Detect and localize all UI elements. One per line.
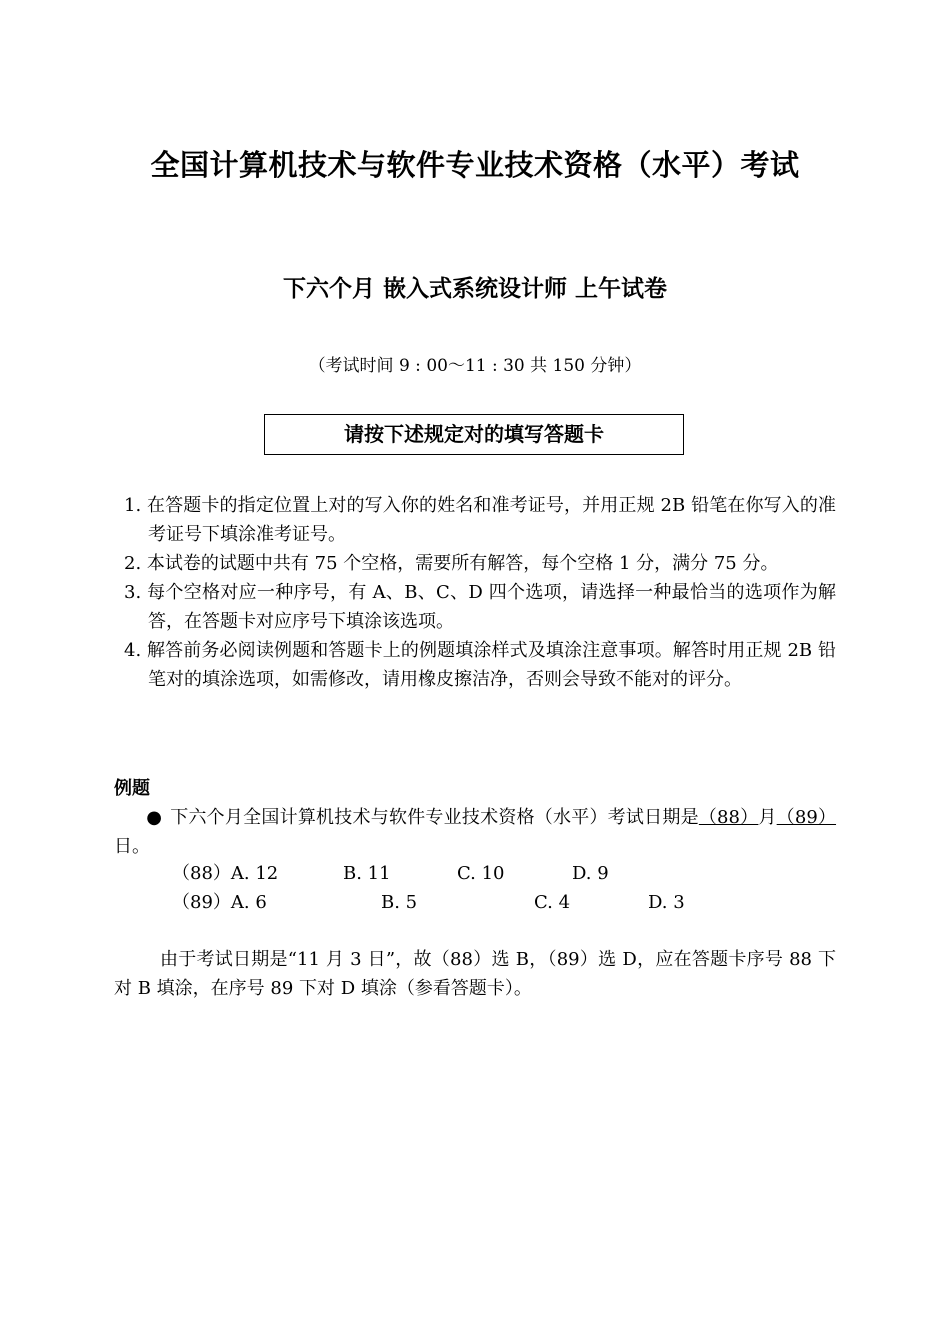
day-label: 日。	[114, 836, 150, 857]
instruction-box: 请按下述规定对的填写答题卡	[264, 414, 684, 455]
rule-item: 2. 本试卷的试题中共有 75 个空格，需要所有解答，每个空格 1 分，满分 75 分。	[124, 553, 779, 574]
option-89-c: C. 4	[534, 892, 571, 913]
option-89-d: D. 3	[648, 892, 685, 913]
bullet-icon: ●	[146, 807, 162, 828]
option-88-c: C. 10	[457, 863, 505, 884]
option-89-a: （89）A. 6	[172, 892, 267, 913]
exam-title: 全国计算机技术与软件专业技术资格（水平）考试	[150, 148, 800, 182]
blank-89: （89）	[776, 807, 837, 828]
month-label: 月	[758, 807, 777, 828]
exam-time: （考试时间 9 : 00～11 : 30 共 150 分钟）	[308, 356, 642, 376]
option-88-b: B. 11	[343, 863, 391, 884]
example-explanation: 由于考试日期是“11 月 3 日”，故（88）选 B，（89）选 D，应在答题卡序号 88 下对 B 填涂，在序号 89 下对 D 填涂（参看答题卡）。	[114, 949, 836, 999]
option-89-b: B. 5	[381, 892, 418, 913]
example-question	[114, 803, 836, 861]
option-88-a: （88）A. 12	[172, 863, 279, 884]
rules-list	[114, 491, 836, 694]
option-88-d: D. 9	[572, 863, 609, 884]
question-text: 下六个月全国计算机技术与软件专业技术资格（水平）考试日期是	[170, 807, 699, 828]
rule-item: 4. 解答前务必阅读例题和答题卡上的例题填涂样式及填涂注意事项。解答时用正规 2B 铅笔对的填涂选项，如需修改，请用橡皮擦洁净，否则会导致不能对的评分。	[124, 640, 836, 690]
rule-item: 1. 在答题卡的指定位置上对的写入你的姓名和准考证号，并用正规 2B 铅笔在你写入的准考证号下填涂准考证号。	[124, 495, 836, 545]
example-heading: 例题	[114, 778, 150, 799]
blank-88: （88）	[698, 807, 759, 828]
paper-subtitle: 下六个月 嵌入式系统设计师 上午试卷	[282, 276, 667, 302]
rule-item: 3. 每个空格对应一种序号，有 A、B、C、D 四个选项，请选择一种最恰当的选项作为解答，在答题卡对应序号下填涂该选项。	[124, 582, 836, 632]
